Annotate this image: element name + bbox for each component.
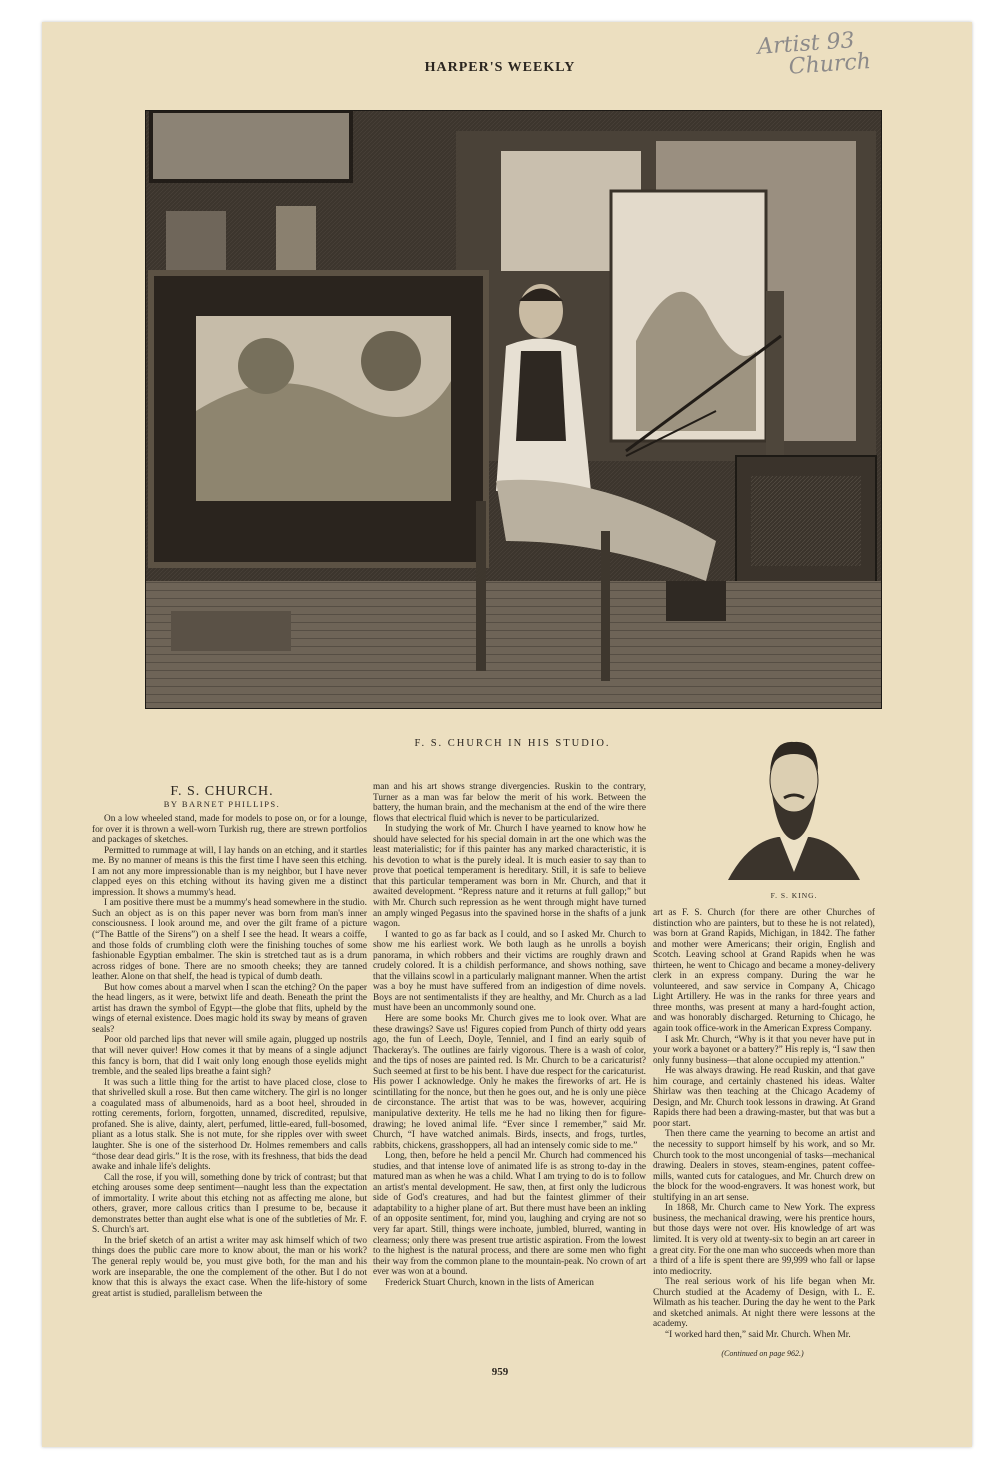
article-byline: BY BARNET PHILLIPS. [163, 799, 281, 809]
col3-para: art as F. S. Church (for there are other Churches of distinction who are painters, but to these he is not related), was born at Grand Rapids, Michigan, in 1842. The father and mother were Americans; their origin, English and Scotch. Leaving school at Grand Rapids when he was thirteen, he went to Chicago and became a money-delivery clerk in an express company. During the war he volunteered, and saw service in Company A, Chicago Light Artillery. He was in the ranks for three years and three months, was present at many a hard-fought action, and was honorably discharged. Returning to Chicago, he again took office-work in the American Express Company. [653, 908, 875, 1035]
col3-para: I ask Mr. Church, “Why is it that you never have put in your work a bayonet or a battery?” His reply is, “I saw then only funny business—that alone occupied my attention.” [653, 1034, 875, 1066]
col2-para: I wanted to go as far back as I could, and so I asked Mr. Church to show me his earliest work. We both laugh as he unrolls a boyish panorama, in which robbers and their victims are roughly drawn and crudely colored. It is a childish performance, and shows nothing, save that the villains scowl in a particularly malignant manner. When the artist was a boy he must have suffered from an indigestion of dime novels. Boys are not sentimentalists if they are healthy, and Mr. Church as a lad must have been an uncommonly sound one. [373, 929, 646, 1014]
studio-engraving [145, 110, 882, 709]
masthead: HARPER'S WEEKLY [424, 60, 576, 75]
studio-engraving-art [146, 111, 881, 708]
pencil-line-2: Church [787, 49, 872, 80]
article-title: F. S. CHURCH. [170, 784, 274, 799]
col3-para: The real serious work of his life began when Mr. Church studied at the Academy of Design, with L. E. Wilmath as his teacher. During the day he went to the Park and sketched animals. At night there were lessons at the academy. [653, 1277, 875, 1330]
col2-para: In studying the work of Mr. Church I have yearned to know how he should have selected for his special domain in art the one which was the least materialistic; for if this painter has any marked characteristic, it is his devotion to what is the purely ideal. It is much easier to say than to prove that poetical temperament is hereditary. Still, it is safe to believe that this particular temperament was born in Mr. Church, and that it awaited development. “Repress nature and it returns at full gallop;” but with Mr. Church such repression as he went through might have turned an amply winged Pegasus into the spavined horse in the shafts of a junk wagon. [373, 824, 646, 930]
column-2 [373, 782, 646, 1288]
col3-para: “I worked hard then,” said Mr. Church. When Mr. [665, 1329, 851, 1340]
col2-para: Frederick Stuart Church, known in the lists of American [385, 1277, 594, 1288]
col2-para: man and his art shows strange divergencies. Ruskin to the contrary, Turner as a man was far below the merit of his work. Between the battery, the human brain, and the mechanism at the end of the wire there flows that electrical fluid which is never to be particularized. [373, 782, 646, 824]
col1-para: Poor old parched lips that never will smile again, plugged up nostrils that will never quiver! How comes it that by means of a single adjunct this fancy is born, that did I wait only long enough those eyelids might tremble, and the sealed lips breathe a faint sigh? [92, 1035, 367, 1078]
continued-note: (Continued on page 962.) [721, 1349, 804, 1358]
col1-para: It was such a little thing for the artist to have placed close, close to that shrivelled skull a rose. But then came witchery. The girl is no longer a coagulated mass of albumenoids, hard as a boot heel, shrouded in rotting cerements, forlorn, forgotten, unnamed, discredited, repulsive, profaned. She is alive, dainty, alert, perfumed, little-eared, full-bosomed, pliant as a lotus stalk. She is not mute, for she ripples over with sweet laughter. She is one of the sisterhood Dr. Holmes remembers and calls “those dear dead girls.” It is the rose, with its freshness, that bids the dead awake and inhale life's delights. [92, 1077, 367, 1173]
col1-para: In the brief sketch of an artist a writer may ask himself which of two things does the public care more to know about, the man or his work? The general reply would be, you must give both, for the man and his work are inseparable, the one the complement of the other. But I do not know that this is always the exact case. When the life-history of some great artist is studied, parallelism between the [92, 1235, 367, 1299]
col1-para: I am positive there must be a mummy's head somewhere in the studio. Such an object as is on this paper never was born from man's inner consciousness. I look around me, and over the gilt frame of a picture (“The Battle of the Sirens”) on a shelf I see the head. It wears a coiffe, and those folds of crumbling cloth were the finishing touches of some fashionable Egyptian embalmer. The skin is stretched taut as is a drum across ridges of bone. There are no smooth cheeks; they are tanned leather. Alone on that shelf, the head is typical of dumb death. [92, 898, 367, 983]
illustration-caption: F. S. CHURCH IN HIS STUDIO. [414, 738, 611, 749]
portrait-art [728, 732, 860, 880]
col1-para: Call the rose, if you will, something done by trick of contrast; but that etching arouses some deep sentiment—naught less than the expectation of immortality. I write about this etching not as affecting me alone, but others, graver, more callous critics than I presume to be, because it demonstrates better than aught else what is one of the subtleties of Mr. F. S. Church's art. [92, 1172, 367, 1236]
portrait-illustration [728, 732, 860, 880]
col1-para: Permitted to rummage at will, I lay hands on an etching, and it startles me. By no manner of means is this the first time I have seen this etching. I am not any more impressionable than is my neighbor, but I have never clapped eyes on this etching without its having given me a distinct impression. It shows a mummy's head. [92, 845, 367, 898]
pencil-line-1: Artist 93 [756, 28, 856, 60]
col2-para: Long, then, before he held a pencil Mr. Church had commenced his studies, and that intense love of animated life is as strong to-day in the matured man as when he was a child. What I am trying to do is to follow an artist's mental development. He saw, then, at first only the ludicrous side of God's creatures, and had but the faintest glimmer of their adaptability to a higher plane of art. But there must have been an inkling of an opposite sentiment, for, mind you, laughing and crying are not so very far apart. Still, things were inchoate, jumbled, blurred, wanting in clearness; only there was present true artistic aspiration. From the lowest to the highest is the natural process, and there are some men who fight their way from the common plane to the mountain-peak. No crown of art ever was won at a bound. [373, 1151, 646, 1278]
col3-para: Then there came the yearning to become an artist and the necessity to support himself by his work, and so Mr. Church took to the most uncongenial of tasks—mechanical drawing. Dealers in stoves, steam-engines, patent coffee-mills, wanted cuts for catalogues, and Mr. Church drew on the block for the wood-engravers. It was honest work, but stultifying in an art sense. [653, 1129, 875, 1203]
col3-para: In 1868, Mr. Church came to New York. The express business, the mechanical drawing, were his prentice hours, but those days were not over. His knowledge of art was limited. It is very old at twenty-six to begin an art career in a great city. For the one man who succeeds when more than a third of a life is spent there are 99,999 who fall or lapse into mediocrity. [653, 1203, 875, 1277]
col1-para: But how comes about a marvel when I scan the etching? On the paper the head lingers, as it were, betwixt life and death. Beneath the print the artist has drawn the symbol of Egypt—the globe that flits, upheld by the wings of eternal existence. Does magic hold its sway by means of graven seals? [92, 982, 367, 1035]
col3-para: He was always drawing. He read Ruskin, and that gave him courage, and certainly chastened his ideas. Walter Shirlaw was then teaching at the Chicago Academy of Design, and Mr. Church took lessons in drawing. At Grand Rapids there had been a drawing-master, but that was but a poor start. [653, 1066, 875, 1129]
col2-para: Here are some books Mr. Church gives me to look over. What are these drawings? Save us! Figures copied from Punch of thirty odd years ago, the fun of Leech, Doyle, Tenniel, and I find an early squib of Thackeray's. The outlines are fairly vigorous. There is a wash of color, and the tips of noses are painted red. Is Mr. Church to be a caricaturist? Such seemed at first to be his bent. I have due respect for the caricaturist. His power I acknowledge. Only he makes the fireworks of art. He is scintillating for the nonce, but then he goes out, and he is only une pièce de circonstance. The artist that was to be was, however, acquiring manipulative dexterity. He tells me he had no liking then for figure-drawing; he loved animal life. “Ever since I remember,” said Mr. Church, “I have watched animals. Birds, insects, and frogs, turtles, rabbits, chickens, grasshoppers, all had an intensely comic side to me.” [373, 1014, 646, 1151]
portrait-caption: F. S. KING. [770, 891, 818, 900]
col1-para: On a low wheeled stand, made for models to pose on, or for a lounge, for over it is thrown a well-worn Turkish rug, there are strewn portfolios and packages of sketches. [92, 814, 367, 846]
column-3 [653, 908, 875, 1340]
page-number: 959 [491, 1366, 509, 1378]
column-1 [92, 814, 367, 1299]
